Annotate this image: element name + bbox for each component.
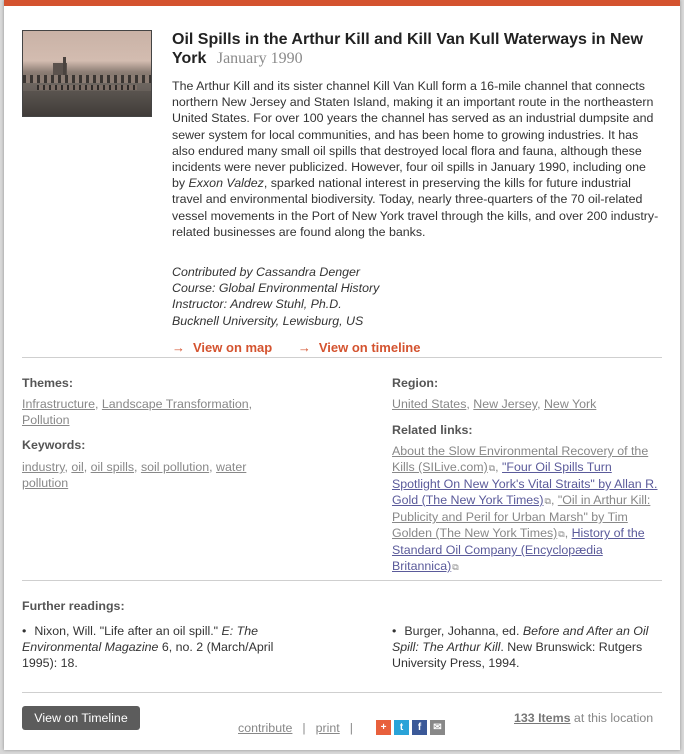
divider (22, 357, 662, 358)
reading-text-end: . New Brunswick: Rutgers University Press, 1994. (392, 640, 643, 671)
view-on-timeline-link[interactable] (298, 340, 421, 355)
view-on-map-link[interactable] (172, 340, 272, 355)
themes-label: Themes: (22, 376, 73, 390)
keywords-list: industry, oil, oil spills, soil pollution, water pollution (22, 460, 247, 490)
description-text-2: , sparked national interest in preserving the kills for future industrial travel and environmental biodiversity. Today, nearly three-quarters of the 70 oil-related vessel movements in the Port of New York travel through the kills, and over 200 industry-related businesses are found along the banks. (172, 176, 659, 239)
reading-text: Nixon, Will. "Life after an oil spill." (34, 624, 222, 638)
description-text: The Arthur Kill and its sister channel Kill Van Kull form a 16-mile channel that connects northern New Jersey and Staten Island, making it an important route in the northeastern United States. For over 100 years the channel has served as an industrial dumpsite and sewer system for local communities, and has been home to growing industries. It has also endured many small oil spills that destroyed local flora and fauna, although these incidents were never publicized. However, four oil spills in January 1990, including one by (172, 79, 654, 191)
separator: | (349, 721, 353, 735)
reading-title: E: The Environmental Magazine (22, 624, 259, 655)
item-description (172, 78, 662, 240)
further-readings-label: Further readings: (22, 599, 125, 613)
bullet-icon: • (392, 624, 397, 638)
arrow-right-icon: → (172, 340, 185, 355)
divider (22, 692, 662, 693)
keyword-link[interactable]: oil (71, 460, 84, 474)
credit-university: Bucknell University, Lewisburg, US (172, 313, 364, 328)
credit-course: Course: Global Environmental History (172, 281, 380, 296)
view-on-timeline-button[interactable]: View on Timeline (22, 706, 140, 730)
reading-item (392, 623, 662, 672)
reading-title: Before and After an Oil Spill: The Arthur Kill (392, 624, 649, 655)
print-link[interactable]: print (315, 721, 340, 735)
items-at-location (514, 711, 653, 725)
facebook-icon[interactable]: f (412, 720, 427, 735)
footer-links (238, 721, 363, 735)
arrow-right-icon: → (297, 340, 311, 355)
items-suffix: at this location (570, 711, 654, 725)
themes-list: Infrastructure, Landscape Transformation, Pollution (22, 397, 253, 427)
twitter-icon[interactable]: t (394, 720, 409, 735)
title-block (172, 30, 662, 68)
external-link-icon: ⧉ (558, 529, 565, 539)
theme-link[interactable]: Landscape Transformation (101, 397, 249, 411)
description-italic: Exxon Valdez (188, 176, 264, 191)
related-link[interactable]: About the Slow Environmental Recovery of the Kills (SILive.com) (392, 444, 649, 474)
keyword-link[interactable]: industry (22, 460, 65, 474)
credit-contributor: Contributed by Cassandra Denger (172, 265, 361, 279)
region-label: Region: (392, 376, 439, 390)
keyword-link[interactable]: oil spills (90, 460, 135, 474)
theme-link[interactable]: Infrastructure (22, 397, 95, 411)
related-links-label: Related links: (392, 423, 473, 437)
email-icon[interactable]: ✉ (430, 720, 445, 735)
view-on-timeline-label: View on timeline (318, 340, 421, 355)
external-link-icon: ⧉ (488, 463, 496, 473)
photo-thumbnail[interactable] (22, 30, 152, 117)
region-link[interactable]: New Jersey (473, 397, 538, 411)
share-plus-icon[interactable]: + (376, 720, 391, 735)
region-link[interactable]: New York (543, 397, 597, 411)
share-buttons (376, 720, 445, 735)
item-popup (4, 0, 680, 750)
item-date: January 1990 (216, 50, 303, 67)
item-title (172, 30, 662, 68)
view-links (172, 340, 442, 355)
view-on-map-label: View on map (193, 340, 273, 355)
keyword-link[interactable]: water pollution (22, 460, 247, 490)
contribute-link[interactable]: contribute (238, 721, 293, 735)
divider (22, 580, 662, 581)
bullet-icon: • (22, 624, 27, 638)
related-links-list: About the Slow Environmental Recovery of the Kills (SILive.com)⧉, "Four Oil Spills Turn Spotlight On New York's Vital Straits" by Allan R. Gold (The New York Times)⧉, "Oil in Arthur Kill: Publicity and Peril for Urban Marsh" by Tim Golden (The New York Times)⧉, History of the Standard Oil Company (Encyclopædia Britannica)⧉ (392, 444, 658, 573)
keyword-link[interactable]: soil pollution (140, 460, 210, 474)
external-link-icon: ⧉ (452, 562, 459, 572)
related-link[interactable]: "Four Oil Spills Turn Spotlight On New York's Vital Straits" by Allan R. Gold (The New York Times) (392, 460, 658, 507)
region-list: United States, New Jersey, New York (392, 397, 597, 411)
separator: | (302, 721, 306, 735)
external-link-icon: ⧉ (544, 496, 551, 506)
reading-item (22, 623, 292, 672)
items-count-link[interactable]: 133 Items (514, 711, 571, 725)
related-link[interactable]: "Oil in Arthur Kill: Publicity and Peril for Urban Marsh" by Tim Golden (The New York Times) (392, 493, 651, 540)
region-link[interactable]: United States (392, 397, 467, 411)
related-link[interactable]: History of the Standard Oil Company (Encyclopædia Britannica) (392, 526, 645, 573)
theme-link[interactable]: Pollution (22, 413, 70, 427)
credits (172, 264, 662, 329)
reading-text: Burger, Johanna, ed. (404, 624, 523, 638)
keywords-label: Keywords: (22, 438, 86, 452)
credit-instructor: Instructor: Andrew Stuhl, Ph.D. (172, 297, 342, 312)
title-text: Oil Spills in the Arthur Kill and Kill Van Kull Waterways in New York (172, 31, 643, 67)
reading-text-end: 6, no. 2 (March/April 1995): 18. (22, 640, 274, 671)
